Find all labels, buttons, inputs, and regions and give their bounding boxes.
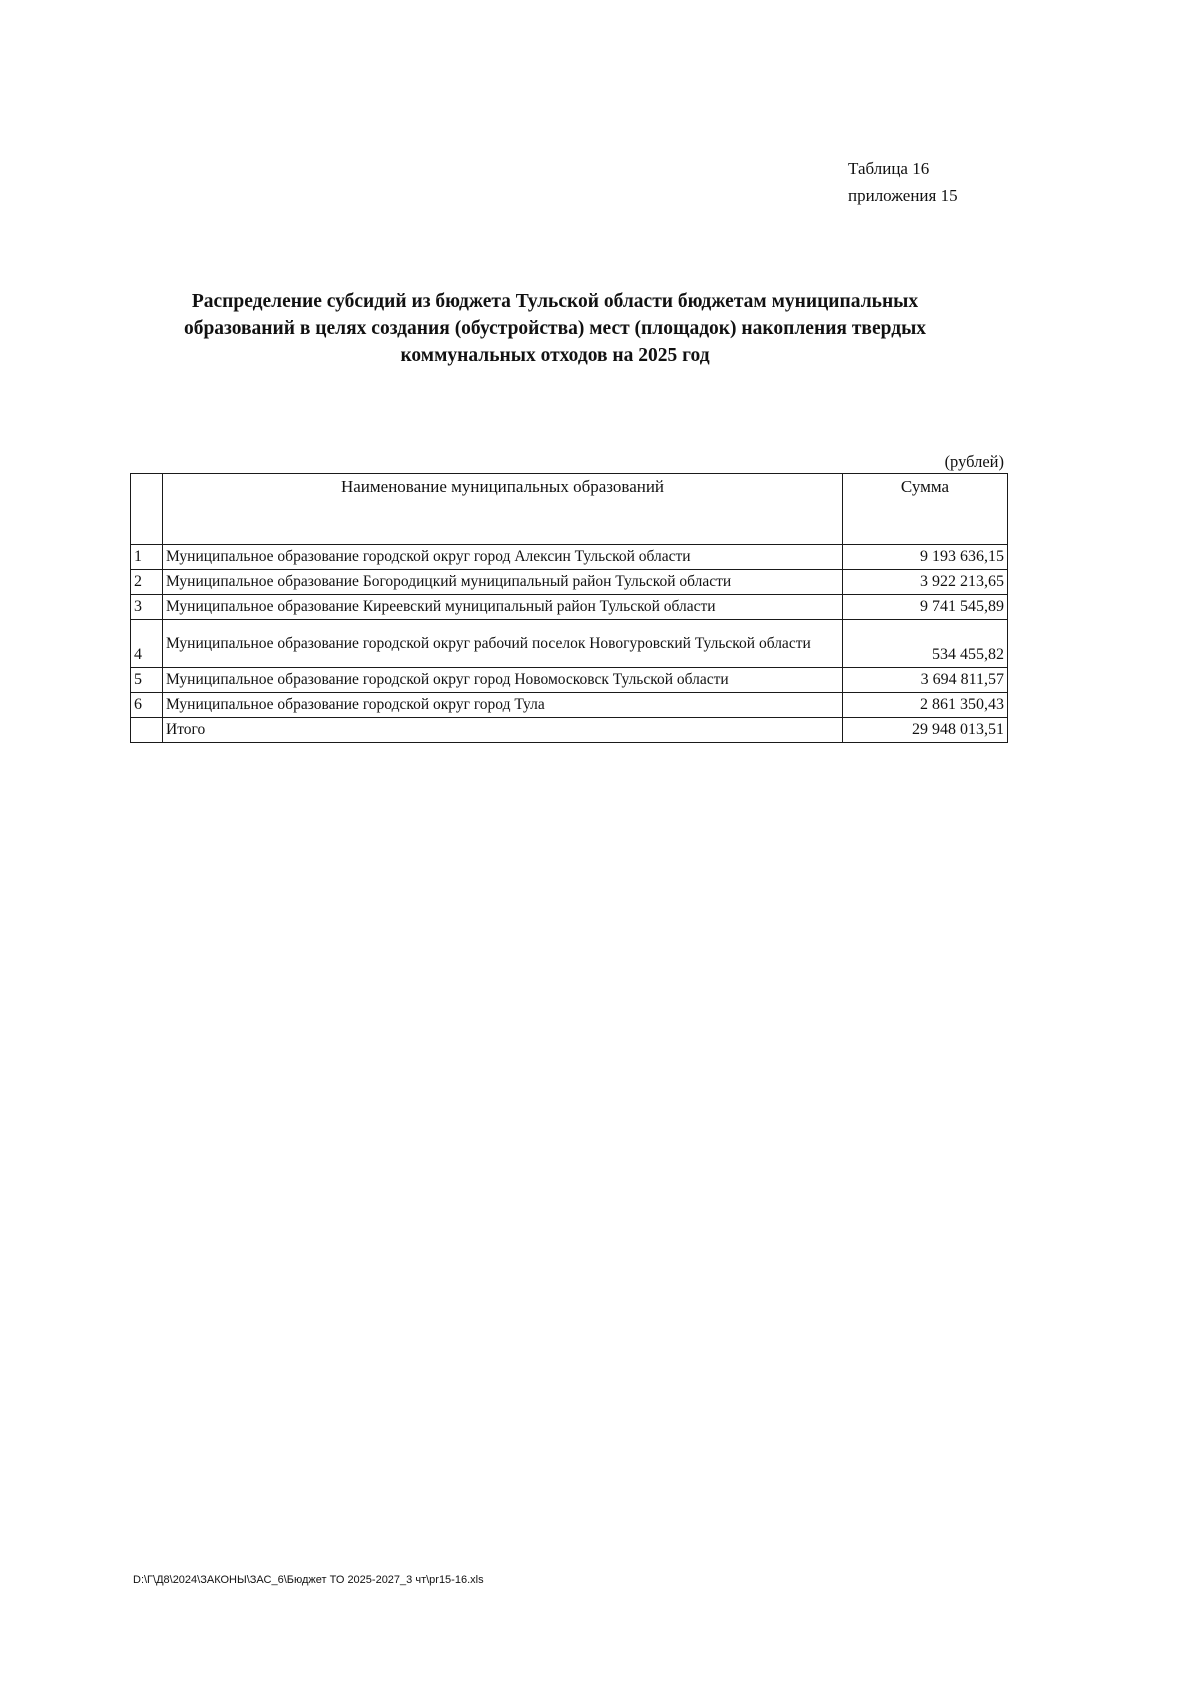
title-line-1: Распределение субсидий из бюджета Тульской области бюджетам муниципальных: [191, 291, 919, 312]
row-sum: 2 861 350,43: [843, 693, 1008, 718]
table-row: [131, 545, 1008, 570]
row-name: Муниципальное образование городской округ рабочий поселок Новогуровский Тульской области: [163, 620, 843, 668]
row-number: 6: [131, 693, 163, 718]
header-num-cell: [131, 474, 163, 545]
total-row: [131, 718, 1008, 743]
subsidy-table: [130, 473, 1008, 743]
row-sum: 3 694 811,57: [843, 668, 1008, 693]
row-name: Муниципальное образование Киреевский муниципальный район Тульской области: [163, 595, 843, 620]
total-num-cell: [131, 718, 163, 743]
table-row: [131, 595, 1008, 620]
row-name: Муниципальное образование городской округ город Тула: [163, 693, 843, 718]
row-name: Муниципальное образование Богородицкий муниципальный район Тульской области: [163, 570, 843, 595]
table-header-row: [131, 474, 1008, 545]
row-number: 3: [131, 595, 163, 620]
row-sum: 3 922 213,65: [843, 570, 1008, 595]
table-row: [131, 620, 1008, 668]
row-sum: 9 193 636,15: [843, 545, 1008, 570]
row-name: Муниципальное образование городской округ город Новомосковск Тульской области: [163, 668, 843, 693]
document-title: [130, 288, 980, 369]
appendix-number: приложения 15: [848, 186, 958, 205]
file-path: D:\Г\Д8\2024\ЗАКОНЫ\ЗАС_6\Бюджет ТО 2025-2027_3 чт\pr15-16.xls: [133, 1574, 484, 1586]
row-sum: 9 741 545,89: [843, 595, 1008, 620]
row-number: 5: [131, 668, 163, 693]
header-name: Наименование муниципальных образований: [163, 474, 843, 545]
row-number: 1: [131, 545, 163, 570]
title-line-3: коммунальных отходов на 2025 год: [400, 345, 710, 366]
units-label: (рублей): [944, 452, 1004, 471]
row-name: Муниципальное образование городской округ город Алексин Тульской области: [163, 545, 843, 570]
table-reference: [848, 155, 958, 209]
total-label: Итого: [163, 718, 843, 743]
row-number: 2: [131, 570, 163, 595]
total-sum: 29 948 013,51: [843, 718, 1008, 743]
table-number: Таблица 16: [848, 159, 930, 178]
table-row: [131, 693, 1008, 718]
table-row: [131, 570, 1008, 595]
row-sum: 534 455,82: [843, 620, 1008, 668]
header-sum: Сумма: [843, 474, 1008, 545]
row-number: 4: [131, 620, 163, 668]
table-row: [131, 668, 1008, 693]
title-line-2: образований в целях создания (обустройства) мест (площадок) накопления твердых: [183, 318, 927, 339]
